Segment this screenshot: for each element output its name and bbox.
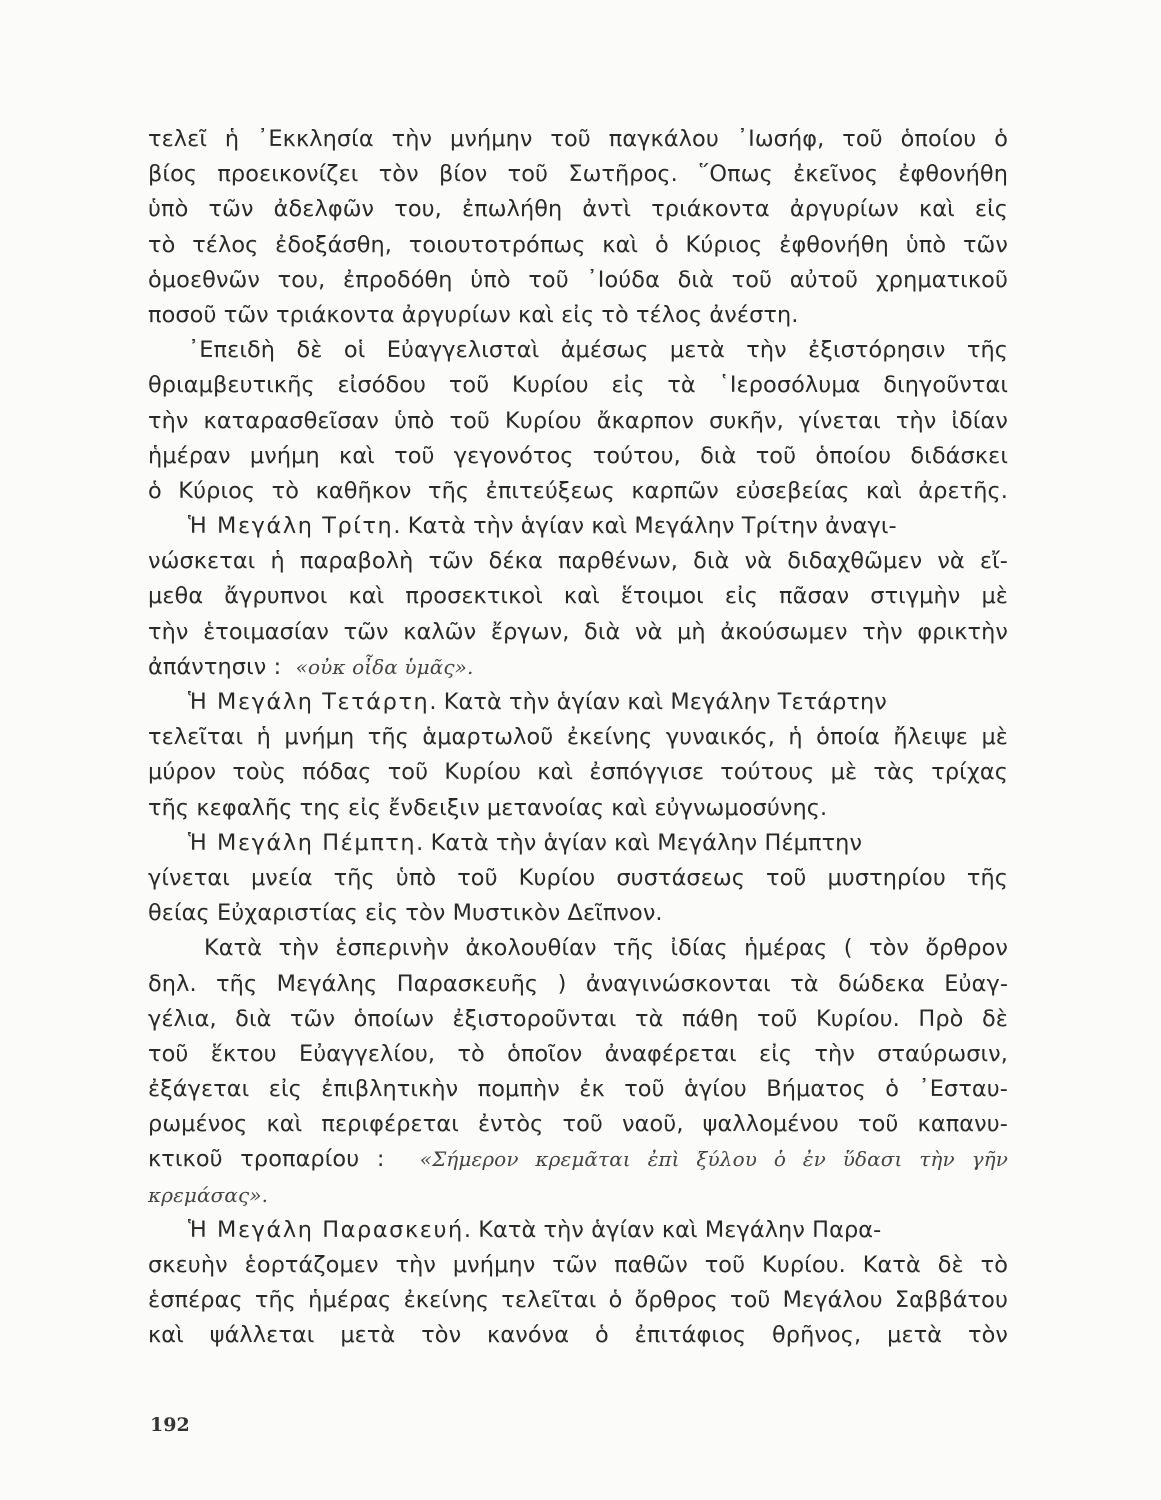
quotation: κρεμάσας». [148,1182,269,1207]
text-line: τοῦ ἕκτου Εὐαγγελίου, τὸ ὁποῖον ἀναφέρεται εἰς τὴν σταύρωσιν, [148,1040,1008,1067]
text-line: τῆς κεφαλῆς της εἰς ἔνδειξιν μετανοίας καὶ εὐγνωμοσύνης. [148,794,828,821]
text-line: θείας Εὐχαριστίας εἰς τὸν Μυστικὸν Δεῖπνον. [148,900,663,927]
text-line: μεθα ἄγρυπνοι καὶ προσεκτικοὶ καὶ ἕτοιμοι εἰς πᾶσαν στιγμὴν μὲ [148,583,1008,610]
text-line: νώσκεται ἡ παραβολὴ τῶν δέκα παρθένων, διὰ νὰ διδαχθῶμεν νὰ εἴ- [148,548,1008,575]
quotation: «Σήμερον κρεμᾶται ἐπὶ ξύλου ὁ ἐν ὕδασι τὴν γῆν [419,1147,1009,1172]
text-line: βίος προεικονίζει τὸν βίον τοῦ Σωτῆρος. ῞Οπως ἐκεῖνος ἐφθονήθη [148,161,1008,188]
text-line: ἐξάγεται εἰς ἐπιβλητικὴν πομπὴν ἐκ τοῦ ἁγίου Βήματος ὁ ᾿Εσταυ- [148,1076,1008,1103]
text-line: γίνεται μνεία τῆς ὑπὸ τοῦ Κυρίου συστάσεως τοῦ μυστηρίου τῆς [148,864,1008,891]
text-line: θριαμβευτικῆς εἰσόδου τοῦ Κυρίου εἰς τὰ ῾Ιεροσόλυμα διηγοῦνται [148,372,1008,399]
section-heading-tuesday: Ἡ Μεγάλη Τρίτη [188,513,394,540]
text-line: ρωμένος καὶ περιφέρεται ἐντὸς τοῦ ναοῦ, ψαλλομένου τοῦ καπανυ- [148,1111,1008,1138]
page-number: 192 [150,1414,190,1436]
text-line: ἑσπέρας τῆς ἡμέρας ἐκείνης τελεῖται ὁ ὄρθρος τοῦ Μεγάλου Σαββάτου [148,1287,1008,1314]
text-line: ᾿Επειδὴ δὲ οἱ Εὐαγγελισταὶ ἀμέσως μετὰ τὴν ἐξιστόρησιν τῆς [188,337,1008,364]
text-line: ὑπὸ τῶν ἀδελφῶν του, ἐπωλήθη ἀντὶ τριάκοντα ἀργυρίων καὶ εἰς [148,196,1008,223]
quotation: «οὐκ οἶδα ὑμᾶς». [295,654,474,679]
text-line: ποσοῦ τῶν τριάκοντα ἀργυρίων καὶ εἰς τὸ τέλος ἀνέστη. [148,301,799,328]
text-line: ὁ Κύριος τὸ καθῆκον τῆς ἐπιτεύξεως καρπῶν εὐσεβείας καὶ ἀρετῆς. [148,477,1008,504]
text-span: . Κατὰ τὴν ἁγίαν καὶ Μεγάλην Τετάρτην [429,689,887,715]
text-line: γέλια, διὰ τῶν ὁποίων ἐξιστοροῦνται τὰ πάθη τοῦ Κυρίου. Πρὸ δὲ [148,1005,1008,1032]
section-heading-wednesday: Ἡ Μεγάλη Τετάρτη [188,689,430,715]
text-line: σκευὴν ἑορτάζομεν τὴν μνήμην τῶν παθῶν τοῦ Κυρίου. Κατὰ δὲ τὸ [148,1252,1008,1278]
text-span: . Κατὰ τὴν ἁγίαν καὶ Μεγάλην Παρα- [463,1216,882,1243]
text-line: τὴν ἑτοιμασίαν τῶν καλῶν ἔργων, διὰ νὰ μὴ ἀκούσωμεν τὴν φρικτὴν [148,618,1008,645]
text-line-quote [148,650,1008,685]
text-line: ἡμέραν μνήμη καὶ τοῦ γεγονότος τούτου, διὰ τοῦ ὁποίου διδάσκει [148,442,1008,469]
text-line: Κατὰ τὴν ἑσπερινὴν ἀκολουθίαν τῆς ἰδίας ἡμέρας ( τὸν ὄρθρον [204,935,1008,962]
section-line-thursday [148,826,1008,861]
text-line: τὸ τέλος ἐδοξάσθη, τοιουτοτρόπως καὶ ὁ Κύριος ἐφθονήθη ὑπὸ τῶν [148,231,1008,258]
text-line: δηλ. τῆς Μεγάλης Παρασκευῆς ) ἀναγινώσκονται τὰ δώδεκα Εὐαγ- [148,970,1008,997]
body-text [148,122,1008,1354]
text-span: ἀπάντησιν : [148,653,282,680]
text-line: μύρον τοὺς πόδας τοῦ Κυρίου καὶ ἐσπόγγισε τούτους μὲ τὰς τρίχας [148,759,1008,786]
section-heading-friday: Ἡ Μεγάλη Παρασκευή [188,1216,464,1243]
text-span: . Κατὰ τὴν ἁγίαν καὶ Μεγάλην Τρίτην ἀναγι- [393,513,897,540]
text-span: κτικοῦ τροπαρίου : [148,1146,385,1173]
section-line-friday [148,1213,1008,1248]
text-line: ὁμοεθνῶν του, ἐπροδόθη ὑπὸ τοῦ ᾿Ιούδα διὰ τοῦ αὐτοῦ χρηματικοῦ [148,266,1008,293]
section-line-tuesday [148,509,1008,544]
text-span: . Κατὰ τὴν ἁγίαν καὶ Μεγάλην Πέμπτην [416,829,863,856]
text-line: τελεῖ ἡ ᾿Εκκλησία τὴν μνήμην τοῦ παγκάλου ᾿Ιωσήφ, τοῦ ὁποίου ὁ [148,126,1008,152]
section-line-wednesday [148,685,1008,720]
section-heading-thursday: Ἡ Μεγάλη Πέμπτη [188,829,417,856]
text-line: καὶ ψάλλεται μετὰ τὸν κανόνα ὁ ἐπιτάφιος θρῆνος, μετὰ τὸν [148,1322,1008,1349]
text-line: τελεῖται ἡ μνήμη τῆς ἁμαρτωλοῦ ἐκείνης γυναικός, ἡ ὁποία ἤλειψε μὲ [148,724,1008,751]
text-line-quote-end [148,1178,1008,1213]
text-line: τὴν καταρασθεῖσαν ὑπὸ τοῦ Κυρίου ἄκαρπον συκῆν, γίνεται τὴν ἰδίαν [148,407,1008,434]
text-line-quote [148,1142,1008,1177]
